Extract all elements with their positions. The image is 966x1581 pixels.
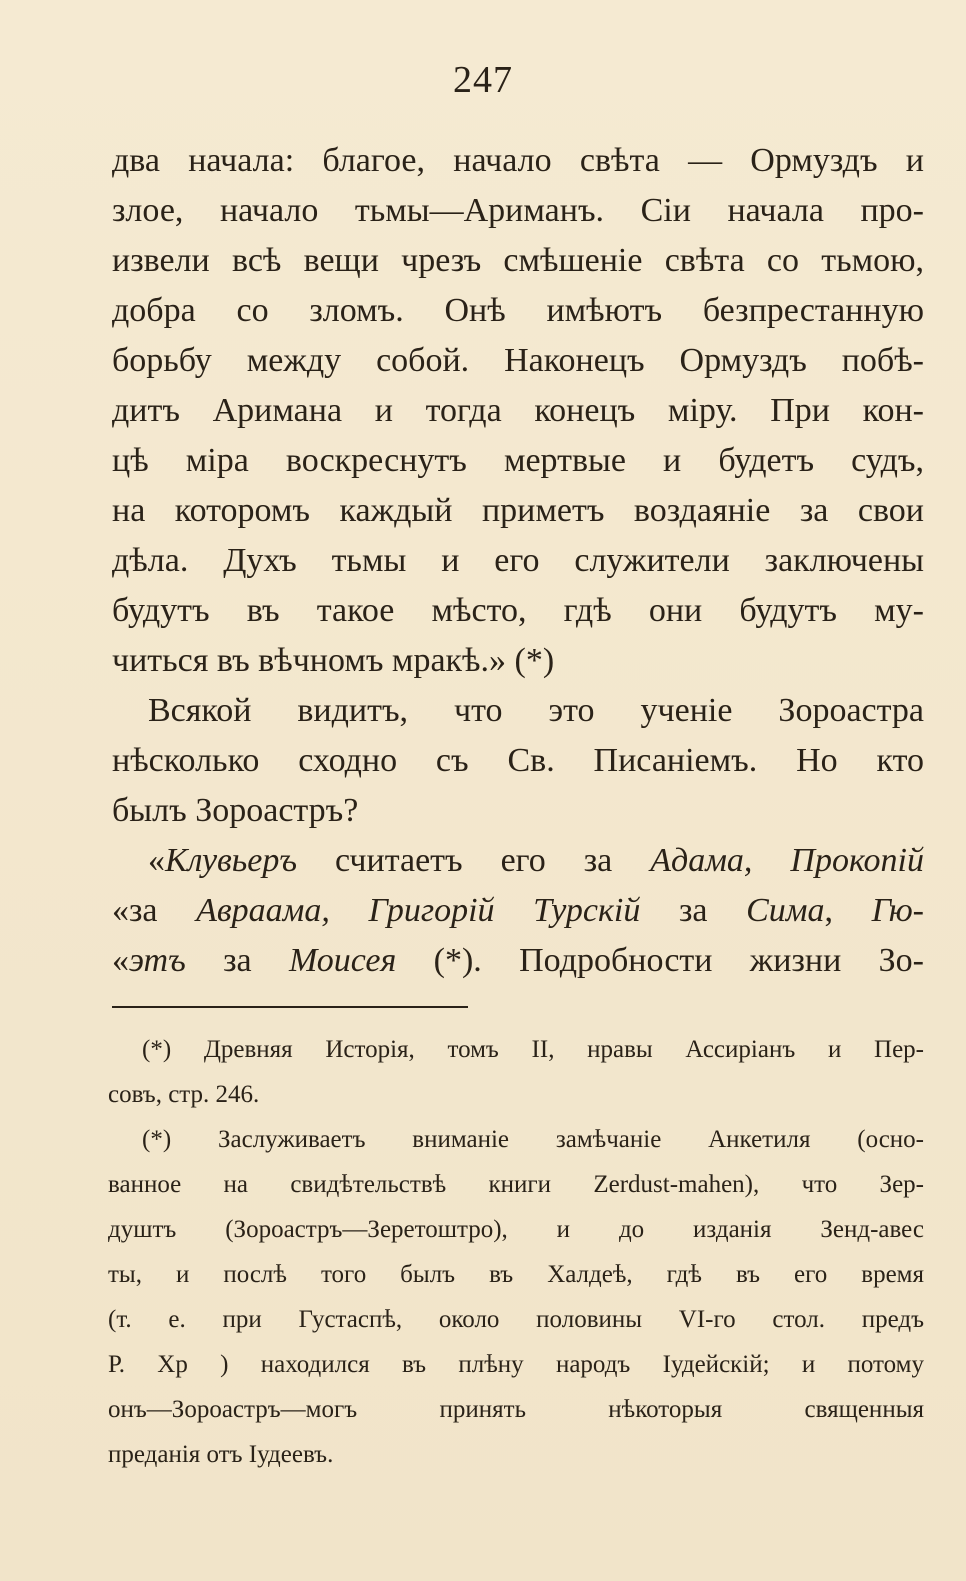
footnote-line: онъ—Зороастръ—могъ принять нѣкоторыя священныя	[108, 1396, 924, 1423]
text-line: читься въ вѣчномъ мракѣ.» (*)	[112, 642, 555, 679]
text-line: дитъ Аримана и тогда конецъ міру. При кон-	[112, 392, 924, 429]
text-line: дѣла. Духъ тьмы и его служители заключены	[112, 542, 924, 579]
text-fragment: «за	[112, 892, 197, 929]
text-line: Всякой видитъ, что это ученіе Зороастра	[148, 692, 924, 729]
text-line: извели всѣ вещи чрезъ смѣшеніе свѣта со тьмою,	[112, 242, 924, 279]
name-italic: этъ	[129, 942, 186, 979]
quote-mark: «	[112, 942, 129, 979]
footnote-line: ванное на свидѣтельствѣ книги Zerdust-mahen), что Зер-	[108, 1171, 924, 1198]
name-italic: Моисея	[288, 942, 397, 979]
text-line: цѣ міра воскреснутъ мертвые и будетъ судъ,	[112, 442, 924, 479]
text-line: былъ Зороастръ?	[112, 792, 359, 829]
quote-mark: «	[148, 842, 165, 879]
text-line: на которомъ каждый приметъ воздаяніе за свои	[112, 492, 924, 529]
footnote-line: (*) Заслуживаетъ вниманіе замѣчаніе Анкетиля (осно-	[142, 1126, 924, 1153]
text-line: нѣсколько сходно съ Св. Писаніемъ. Но кто	[112, 742, 924, 779]
quote-line	[112, 836, 924, 886]
footnote-line: совъ, стр. 246.	[108, 1081, 260, 1108]
text-fragment: ,	[824, 892, 872, 929]
quote-line	[112, 936, 924, 986]
page-number: 247	[453, 59, 513, 101]
text-line: два начала: благое, начало свѣта — Ормуздъ и	[112, 142, 924, 179]
footnote-line: (т. е. при Густаспѣ, около половины VI-го стол. предъ	[108, 1306, 924, 1333]
text-line: будутъ въ такое мѣсто, гдѣ они будутъ му-	[112, 592, 924, 629]
name-italic: Авраама, Григорій Турскій	[196, 892, 641, 929]
name-italic: Сима	[746, 892, 825, 929]
text-fragment: считаетъ его за	[297, 842, 651, 879]
text-line: злое, начало тьмы—Ариманъ. Сіи начала про-	[112, 192, 924, 229]
name-italic: Гю-	[871, 892, 925, 929]
text-line: борьбу между собой. Наконецъ Ормуздъ побѣ-	[112, 342, 924, 379]
footnote-line: Р. Хр ) находился въ плѣну народъ Іудейскій; и потому	[108, 1351, 924, 1378]
footnotes	[108, 1027, 924, 1477]
footnote-divider	[112, 1006, 468, 1008]
quote-line	[112, 886, 924, 936]
name-italic: Адама, Прокопій	[650, 842, 925, 879]
footnote-line: душтъ (Зороастръ—Зеретоштро), и до изданія Зенд-авес	[108, 1216, 924, 1243]
text-fragment: (*). Подробности жизни Зо-	[396, 942, 924, 979]
text-fragment: за	[185, 942, 289, 979]
main-text	[112, 136, 924, 986]
text-fragment: за	[640, 892, 747, 929]
text-line: добра со зломъ. Онѣ имѣютъ безпрестанную	[112, 292, 924, 329]
footnote-line: ты, и послѣ того былъ въ Халдеѣ, гдѣ въ его время	[108, 1261, 924, 1288]
footnote-line: (*) Древняя Исторія, томъ II, нравы Ассиріанъ и Пер-	[142, 1036, 924, 1063]
name-italic: Клувьеръ	[165, 842, 298, 879]
footnote-line: преданія отъ Іудеевъ.	[108, 1441, 334, 1468]
